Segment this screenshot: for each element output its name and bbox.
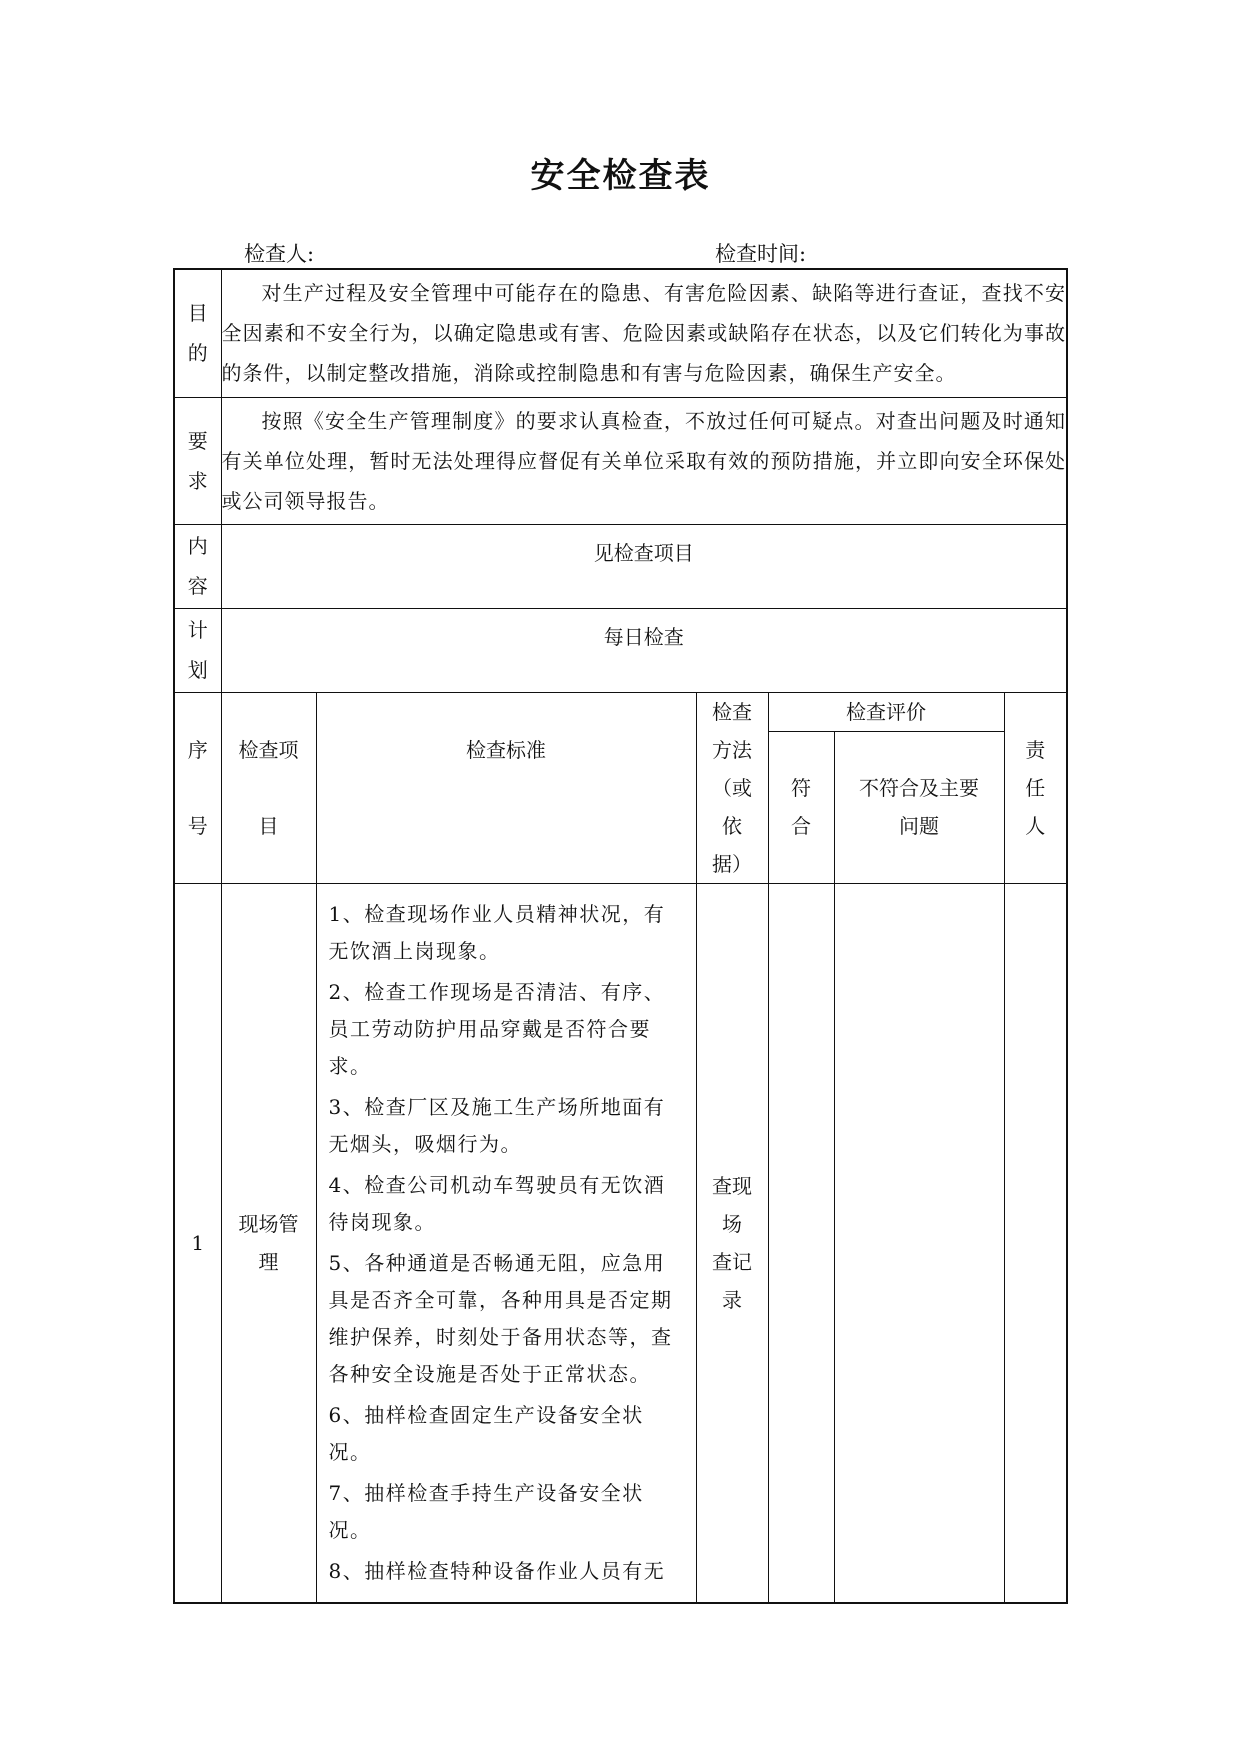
criteria-item: 1、检查现场作业人员精神状况，有无饮酒上岗现象。 — [328, 901, 666, 963]
row-conform[interactable] — [768, 883, 834, 1603]
row-criteria — [316, 883, 696, 1603]
page-title: 安全检查表 — [530, 156, 711, 196]
requirements-label: 要 求 — [174, 397, 221, 524]
row-item: 现场管 理 — [221, 883, 316, 1603]
criteria-item: 8、抽样检查特种设备作业人员有无 — [328, 1558, 666, 1583]
criteria-item: 3、检查厂区及施工生产场所地面有无烟头，吸烟行为。 — [328, 1094, 666, 1156]
plan-text: 每日检查 — [221, 608, 1067, 692]
purpose-text: 对生产过程及安全管理中可能存在的隐患、有害危险因素、缺陷等进行查证，查找不安全因素和不安全行为，以确定隐患或有害、危险因素或缺陷存在状态，以及它们转化为事故的条件，以制定整改措施，消除或控制隐患和有害与危险因素，确保生产安全。 — [221, 269, 1067, 397]
table-header-row — [174, 692, 1067, 731]
row-responsible[interactable] — [1004, 883, 1067, 1603]
table-row — [174, 883, 1067, 1603]
header-responsible: 责 任 人 — [1004, 692, 1067, 883]
plan-label: 计 划 — [174, 608, 221, 692]
inspector-label: 检查人: — [244, 242, 315, 266]
header-seq: 序 号 — [174, 692, 221, 883]
content-text: 见检查项目 — [221, 524, 1067, 608]
header-evaluation: 检查评价 — [768, 692, 1004, 731]
header-item: 检查项 目 — [221, 692, 316, 883]
header-standard: 检查标准 — [316, 692, 696, 883]
header-conform: 符 合 — [768, 731, 834, 883]
row-seq: 1 — [174, 883, 221, 1603]
inspection-time-label: 检查时间: — [715, 242, 807, 266]
content-row — [174, 524, 1067, 608]
purpose-row — [174, 269, 1067, 397]
row-method: 查现 场 查记 录 — [696, 883, 768, 1603]
requirements-row — [174, 397, 1067, 524]
plan-row — [174, 608, 1067, 692]
criteria-item: 2、检查工作现场是否清洁、有序、员工劳动防护用品穿戴是否符合要求。 — [328, 979, 666, 1078]
header-method: 检查 方法 （或 依 据） — [696, 692, 768, 883]
inspection-table — [173, 268, 1068, 1604]
row-nonconform[interactable] — [834, 883, 1004, 1603]
criteria-item: 6、抽样检查固定生产设备安全状况。 — [328, 1402, 644, 1464]
purpose-label: 目 的 — [174, 269, 221, 397]
criteria-item: 7、抽样检查手持生产设备安全状况。 — [328, 1480, 644, 1542]
criteria-item: 4、检查公司机动车驾驶员有无饮酒待岗现象。 — [328, 1172, 666, 1234]
criteria-item: 5、各种通道是否畅通无阻，应急用具是否齐全可靠，各种用具是否定期维护保养，时刻处于备用状态等，查各种安全设施是否处于正常状态。 — [328, 1250, 673, 1386]
header-nonconform: 不符合及主要 问题 — [834, 731, 1004, 883]
content-label: 内 容 — [174, 524, 221, 608]
requirements-text: 按照《安全生产管理制度》的要求认真检查，不放过任何可疑点。对查出问题及时通知有关单位处理，暂时无法处理得应督促有关单位采取有效的预防措施，并立即向安全环保处或公司领导报告。 — [221, 397, 1067, 524]
